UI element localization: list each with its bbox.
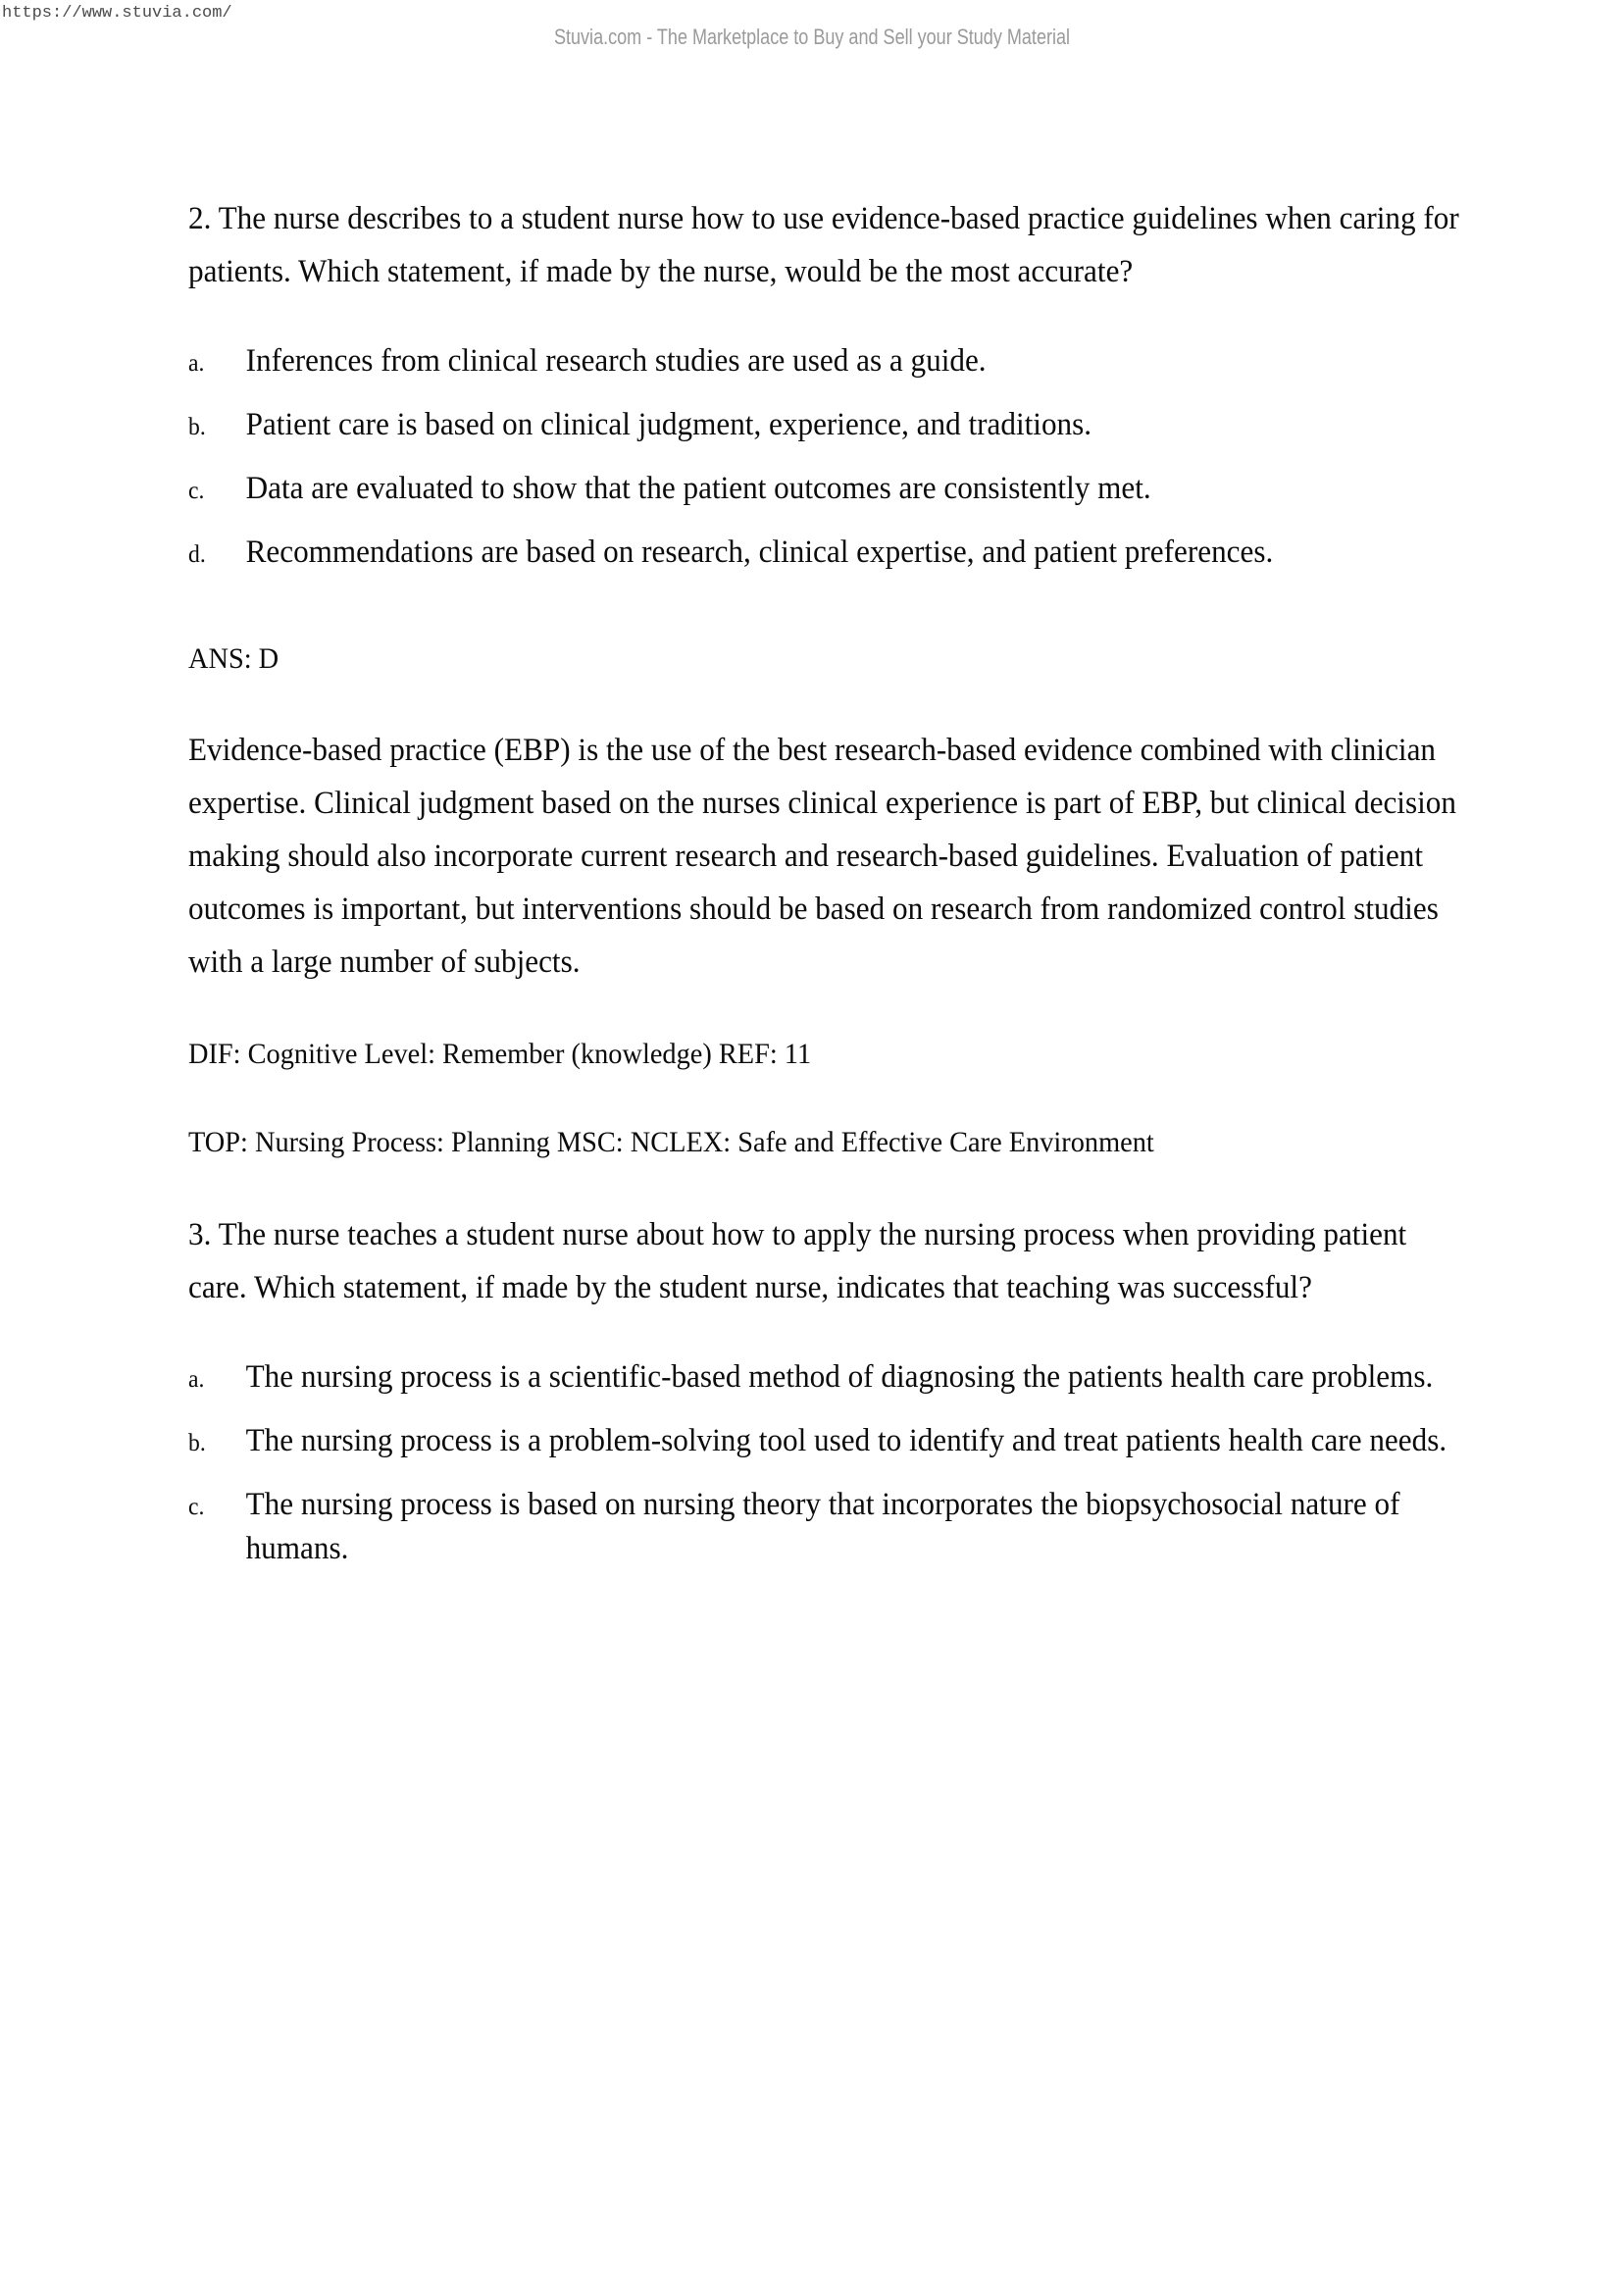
- spacer: [188, 1330, 1463, 1355]
- list-item[interactable]: [188, 1419, 1488, 1463]
- document-body: [188, 192, 1463, 1591]
- option-text: The nursing process is a scientific-based method of diagnosing the patients health care problems.: [245, 1359, 1434, 1395]
- option-text: The nursing process is based on nursing theory that incorporates the biopsychosocial nature of humans.: [245, 1487, 1400, 1566]
- option-text: Data are evaluated to show that the patient outcomes are consistently met.: [245, 471, 1151, 506]
- answer-key: ANS: D: [188, 642, 279, 675]
- spacer: [188, 681, 1463, 724]
- option-letter: a.: [188, 350, 205, 377]
- list-item[interactable]: [188, 339, 1488, 383]
- option-letter: c.: [188, 1494, 205, 1520]
- answer-options-q2: [188, 339, 1463, 575]
- watermark-banner: Stuvia.com - The Marketplace to Buy and Sell your Study Material: [553, 25, 1071, 49]
- topic-msc-line: TOP: Nursing Process: Planning MSC: NCLEX: Safe and Effective Care Environment: [188, 1126, 1154, 1158]
- watermark-url: https://www.stuvia.com/: [2, 4, 232, 23]
- option-letter: c.: [188, 478, 205, 504]
- option-text: Recommendations are based on research, clinical expertise, and patient preferences.: [245, 535, 1274, 570]
- option-text: Inferences from clinical research studies are used as a guide.: [245, 343, 987, 379]
- difficulty-reference-line: DIF: Cognitive Level: Remember (knowledge) REF: 11: [188, 1038, 812, 1070]
- spacer: [188, 989, 1463, 1032]
- list-item[interactable]: [188, 531, 1488, 575]
- spacer: [188, 1077, 1463, 1120]
- answer-options-q3: [188, 1355, 1463, 1571]
- option-letter: a.: [188, 1366, 205, 1393]
- option-letter: d.: [188, 541, 206, 568]
- question-stem: 2. The nurse describes to a student nurse how to use evidence-based practice guidelines when caring for patients. Which statement, if made by the nurse, would be the most accurate?: [188, 201, 1459, 289]
- option-text: Patient care is based on clinical judgment, experience, and traditions.: [245, 407, 1092, 442]
- spacer: [188, 314, 1463, 339]
- option-letter: b.: [188, 414, 206, 440]
- spacer: [188, 1165, 1463, 1208]
- list-item[interactable]: [188, 403, 1488, 447]
- question-stem: 3. The nurse teaches a student nurse about how to apply the nursing process when providing patient care. Which statement, if made by the student nurse, indicates that teaching was successful?: [188, 1217, 1407, 1305]
- spacer: [188, 594, 1463, 637]
- rationale-paragraph: Evidence-based practice (EBP) is the use of the best research-based evidence combined with clinician expertise. Clinical judgment based on the nurses clinical experience is part of EBP, but clinical decision making should also incorporate current research and research-based guidelines. Evaluation of patient outcomes is important, but interventions should be based on research from randomized control studies with a large number of subjects.: [188, 733, 1456, 980]
- list-item[interactable]: [188, 1483, 1488, 1571]
- list-item[interactable]: [188, 467, 1488, 511]
- option-text: The nursing process is a problem-solving tool used to identify and treat patients health care needs.: [245, 1423, 1447, 1458]
- list-item[interactable]: [188, 1355, 1488, 1400]
- option-letter: b.: [188, 1430, 206, 1456]
